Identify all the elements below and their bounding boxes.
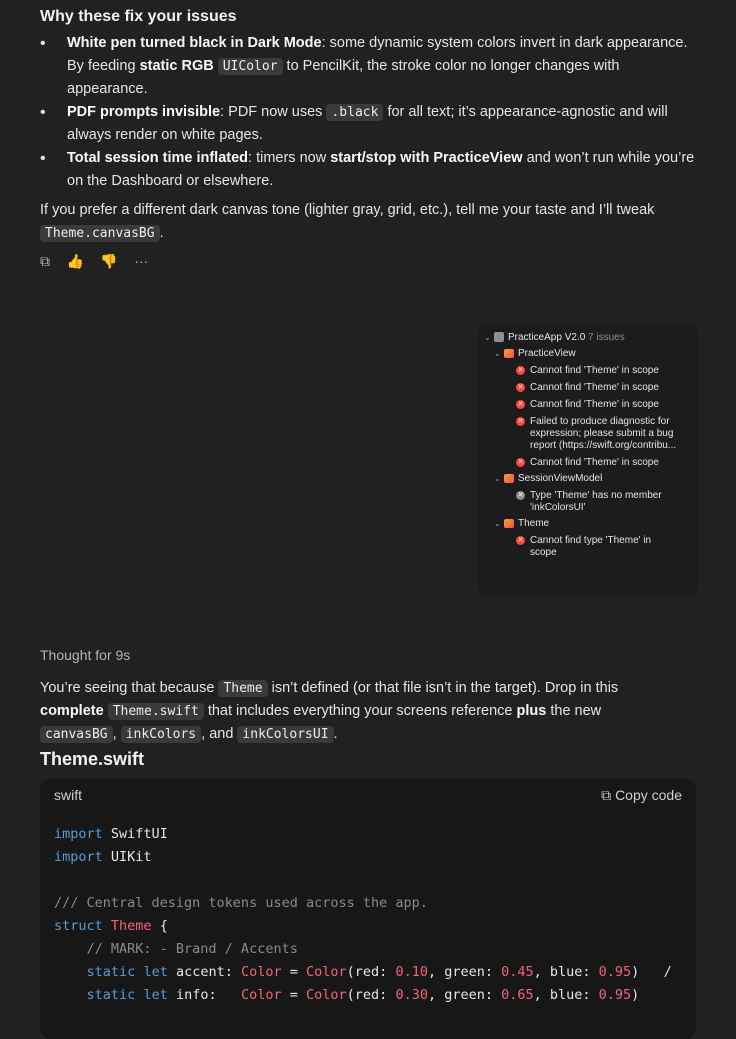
issue-item[interactable]: Type 'Theme' has no member bbox=[530, 490, 662, 501]
thumbs-up-icon[interactable]: 👍 bbox=[66, 253, 84, 269]
error-icon: ✕ bbox=[517, 366, 524, 374]
list-item: • Total session time inflated: timers now start/stop with PracticeView and won’t run while you’re on the Dashboard or elsewhere. bbox=[40, 147, 700, 193]
issue-item-cont: expression; please submit a bug bbox=[530, 428, 674, 439]
thumbs-down-icon[interactable]: 👎 bbox=[100, 253, 118, 269]
code-language: swift bbox=[54, 787, 82, 803]
issue-count: 7 issues bbox=[588, 332, 625, 343]
copy-code-button[interactable] bbox=[601, 787, 682, 804]
issue-item-cont: report (https://swift.org/contribu... bbox=[530, 440, 677, 451]
issue-item[interactable]: Cannot find type 'Theme' in bbox=[530, 535, 652, 546]
issue-item-cont: scope bbox=[530, 547, 557, 558]
error-icon: ✕ bbox=[517, 400, 524, 408]
list-item: • PDF prompts invisible: PDF now uses .black for all text; it’s appearance-agnostic and will always render on white pages. bbox=[40, 101, 700, 147]
error-icon: ✕ bbox=[517, 417, 524, 425]
file-heading: Theme.swift bbox=[40, 749, 145, 769]
list-item: • White pen turned black in Dark Mode: some dynamic system colors invert in dark appearance. By feeding static RGB UIColor to PencilKit, the stroke color no longer changes with appearance. bbox=[40, 32, 700, 101]
swift-file-icon bbox=[504, 474, 514, 483]
error-icon: ✕ bbox=[517, 383, 524, 391]
thought-duration[interactable]: Thought for 9s bbox=[40, 647, 131, 663]
error-icon: ✕ bbox=[517, 536, 524, 544]
issue-item[interactable]: Cannot find 'Theme' in scope bbox=[530, 457, 659, 468]
message-actions bbox=[40, 253, 160, 271]
section-heading: Why these fix your issues bbox=[40, 8, 237, 25]
issue-item-cont: 'inkColorsUI' bbox=[530, 502, 586, 513]
error-icon: ✕ bbox=[517, 491, 524, 499]
error-icon: ✕ bbox=[517, 458, 524, 466]
file-group-theme[interactable]: Theme bbox=[518, 518, 550, 529]
copy-code-label: Copy code bbox=[615, 787, 682, 803]
swift-file-icon bbox=[504, 349, 514, 358]
issue-item[interactable]: Failed to produce diagnostic for bbox=[530, 416, 670, 427]
file-group-sessionviewmodel[interactable]: SessionViewModel bbox=[518, 473, 603, 484]
issue-item[interactable]: Cannot find 'Theme' in scope bbox=[530, 399, 659, 410]
more-options-icon[interactable]: ··· bbox=[134, 253, 149, 269]
code-content[interactable]: import SwiftUI import UIKit /// Central design tokens used across the app. struct Theme { // MARK: - Brand / Accents static let accent: Color = Color(red: 0.10, green: 0.45, blue: 0.95) / static let info: Color = Color(red: 0.30, green: 0.65, blue: 0.95) bbox=[54, 826, 672, 1003]
project-name: PracticeApp V2.0 bbox=[508, 332, 586, 343]
reply-paragraph: You’re seeing that because Theme isn’t defined (or that file isn’t in the target). Drop in this complete Theme.swift that includes everything your screens reference plus the new canvasBG , inkColors , and inkColorsUI . bbox=[40, 680, 619, 742]
copy-icon: ⧉ bbox=[601, 787, 612, 803]
copy-icon[interactable]: ⧉ bbox=[40, 253, 50, 269]
issue-item[interactable]: Cannot find 'Theme' in scope bbox=[530, 365, 659, 376]
issue-item[interactable]: Cannot find 'Theme' in scope bbox=[530, 382, 659, 393]
swift-file-icon bbox=[504, 519, 514, 528]
closing-paragraph: If you prefer a different dark canvas tone (lighter gray, grid, etc.), tell me your taste and I’ll tweak Theme.canvasBG . bbox=[40, 202, 655, 241]
bullet-list bbox=[40, 32, 700, 193]
xcode-issue-panel: ⌄ PracticeApp V2.0 7 issues ⌄ PracticeView ✕ Cannot find 'Theme' in scope ✕ Cannot find 'Theme' in scope ✕ Cannot find 'Theme' in scope ✕ Failed to produce diagnostic for expression; please submit a bug report (https://swift.org/contribu... ✕ Cannot find 'Theme' in scope ⌄ SessionViewModel ✕ Type 'Theme' has no member 'inkColorsUI' ⌄ Theme ✕ Cannot find type 'Theme' in scope bbox=[478, 323, 698, 595]
project-icon bbox=[494, 332, 504, 342]
file-group-practiceview[interactable]: PracticeView bbox=[518, 348, 576, 359]
code-block bbox=[40, 779, 696, 1039]
